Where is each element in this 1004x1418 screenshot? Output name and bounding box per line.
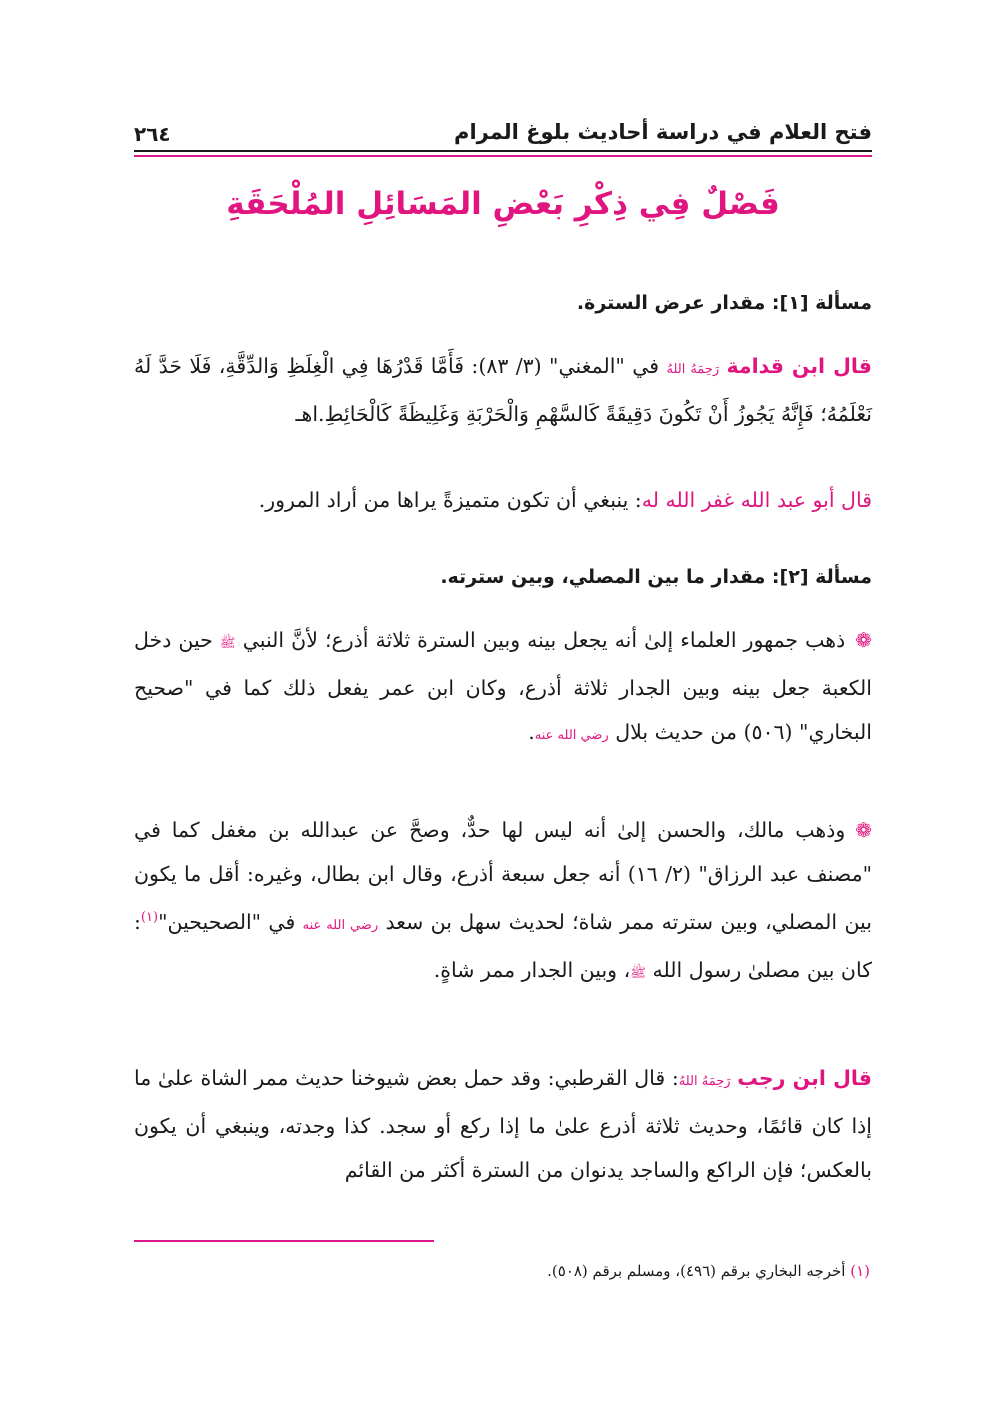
footnote-1-text: أخرجه البخاري برقم (٤٩٦)، ومسلم برقم (٥٠٨). — [547, 1262, 846, 1280]
paragraph-jumhur — [134, 618, 872, 758]
honorific-radiyallahu: رضي الله عنه — [302, 917, 379, 933]
ibn-rajab-text: : قال القرطبي: وقد حمل بعض شيوخنا حديث ممر الشاة علىٰ ما إذا كان قائمًا، وحديث ثلاثة أذرع علىٰ ما إذا ركع أو سجد. كذا وجدته، وينبغي أن يكون بالعكس؛ فإن الراكع والساجد يدنوان من السترة أكثر من القائم — [134, 1066, 872, 1182]
malik-text-d: ، وبين الجدار ممر شاةٍ. — [433, 957, 631, 982]
footnote-ref-1[interactable]: (١) — [140, 910, 159, 925]
issue-2-heading — [134, 554, 872, 599]
flower-bullet-icon: ❁ — [855, 628, 872, 652]
footnote-1-mark: (١) — [850, 1262, 870, 1280]
paragraph-abu-abdullah — [134, 478, 872, 522]
issue-1-label: مسألة [١]: — [771, 292, 872, 314]
jumhur-text-b: حين دخل الكعبة جعل بينه وبين الجدار ثلاثة أذرع، وكان ابن عمر يفعل ذلك كما في "صحيح البخاري" (٥٠٦) من حديث بلال — [134, 628, 872, 744]
honorific-sallallahu: ﷺ — [219, 636, 236, 651]
issue-1-heading — [134, 280, 872, 325]
speaker-ibn-qudama: قال ابن قدامة — [726, 354, 872, 378]
header-rule-pink — [134, 155, 872, 157]
malik-text-a: وذهب مالك، والحسن إلىٰ أنه ليس لها حدٌّ، وصحَّ عن عبدالله بن مغفل كما في "مصنف عبد الرزاق" (٢/ ١٦) أنه جعل سبعة أذرع، وقال ابن بطال، وغيره: أقل ما يكون بين المصلي، وبين سترته ممر شاة؛ لحديث سهل بن سعد — [134, 818, 872, 934]
speaker-ibn-rajab: قال ابن رجب — [737, 1066, 872, 1090]
jumhur-text-c: . — [528, 720, 535, 744]
honorific-rahimahullah: رَحِمَهُ اللهُ — [678, 1074, 731, 1089]
malik-text-c: : كان بين مصلىٰ رسول الله — [134, 909, 872, 982]
honorific-rahimahullah: رَحِمَهُ اللهُ — [666, 362, 720, 377]
chapter-title: فَصْلٌ فِي ذِكْرِ بَعْضِ المَسَائِلِ المُلْحَقَةِ — [226, 186, 780, 222]
quote-almughni: في "المغني" (٣/ ٨٣): فَأَمَّا قَدْرُهَا فِي الْغِلَظِ وَالدِّقَّةِ، فَلَا حَدَّ لَهُ نَعْلَمُهُ؛ فَإِنَّهُ يَجُوزُ أَنْ تَكُونَ دَقِيقَةً كَالسَّهْمِ وَالْحَرْبَةِ وَغَلِيظَةً كَالْحَائِطِ.اهـ — [134, 354, 872, 426]
paragraph-malik — [134, 808, 872, 996]
issue-2-title: مقدار ما بين المصلي، وبين سترته. — [440, 566, 766, 588]
page-number: ٢٦٤ — [134, 122, 171, 146]
paragraph-ibn-qudama — [134, 344, 872, 436]
footnote-1 — [132, 1262, 870, 1280]
speaker-abu-abdullah: قال أبو عبد الله غفر الله له — [641, 488, 872, 512]
flower-bullet-icon: ❁ — [855, 818, 872, 842]
paragraph-ibn-rajab — [134, 1056, 872, 1192]
jumhur-text-a: ذهب جمهور العلماء إلىٰ أنه يجعل بينه وبين السترة ثلاثة أذرع؛ لأنَّ النبي — [242, 628, 846, 652]
honorific-sallallahu: ﷺ — [630, 965, 646, 981]
running-header-title: فتح العلام في دراسة أحاديث بلوغ المرام — [454, 120, 872, 144]
issue-1-title: مقدار عرض السترة. — [576, 292, 766, 314]
issue-2-label: مسألة [٢]: — [771, 566, 872, 588]
malik-text-b: في "الصحيحين" — [158, 909, 296, 934]
comment-abu-abdullah: : ينبغي أن تكون متميزةً يراها من أراد المرور. — [258, 488, 642, 512]
honorific-radiyallahu: رضي الله عنه — [534, 728, 609, 743]
header-rule-black — [134, 150, 872, 152]
footnote-separator — [134, 1240, 434, 1242]
